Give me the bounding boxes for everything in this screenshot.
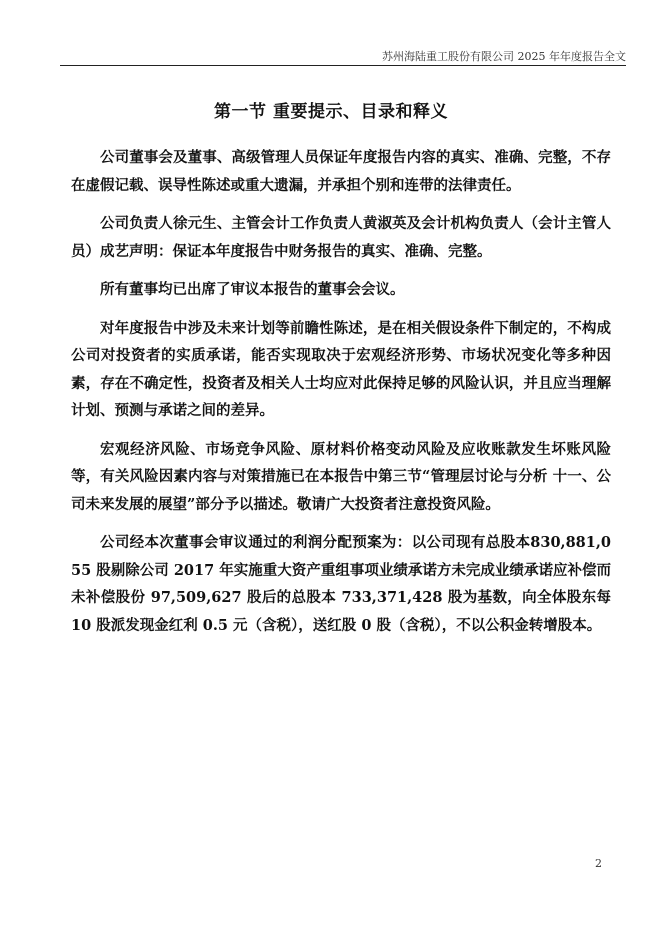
paragraph-profit-distribution: 公司经本次董事会审议通过的利润分配预案为：以公司现有总股本830,881,055 股剔除公司 2017 年实施重大资产重组事项业绩承诺方未完成业绩承诺应补偿而未补偿股份 97,509,627 股后的总股本 733,371,428 股为基数，向全体股东每 10 股派发现金红利 0.5 元（含税），送红股 0 股（含税），不以公积金转增股本。: [71, 534, 611, 634]
paragraph-risk-factors: 宏观经济风险、市场竞争风险、原材料价格变动风险及应收账款发生坏账风险等，有关风险因素内容与对策措施已在本报告中第三节“管理层讨论与分析 十一、公司未来发展的展望”部分予以描述。敬请广大投资者注意投资风险。: [71, 440, 611, 513]
paragraph-responsible-persons: 公司负责人徐元生、主管会计工作负责人黄淑英及会计机构负责人（会计主管人员）成艺声明：保证本年度报告中财务报告的真实、准确、完整。: [71, 215, 611, 260]
running-header: 苏州海陆重工股份有限公司 2025 年年度报告全文: [382, 50, 626, 63]
page-number: 2: [595, 857, 602, 870]
paragraph-directors-attendance: 所有董事均已出席了审议本报告的董事会会议。: [100, 281, 405, 298]
paragraph-forward-looking: 对年度报告中涉及未来计划等前瞻性陈述，是在相关假设条件下制定的，不构成公司对投资者的实质承诺，能否实现取决于宏观经济形势、市场状况变化等多种因素，存在不确定性，投资者及相关人士均应对此保持足够的风险认识，并且应当理解计划、预测与承诺之间的差异。: [71, 319, 611, 419]
body-text: [71, 144, 611, 650]
section-title: 第一节 重要提示、目录和释义: [214, 102, 448, 122]
paragraph-assurance: 公司董事会及董事、高级管理人员保证年度报告内容的真实、准确、完整，不存在虚假记载、误导性陈述或重大遗漏，并承担个别和连带的法律责任。: [71, 149, 611, 194]
header-rule: [60, 65, 626, 66]
